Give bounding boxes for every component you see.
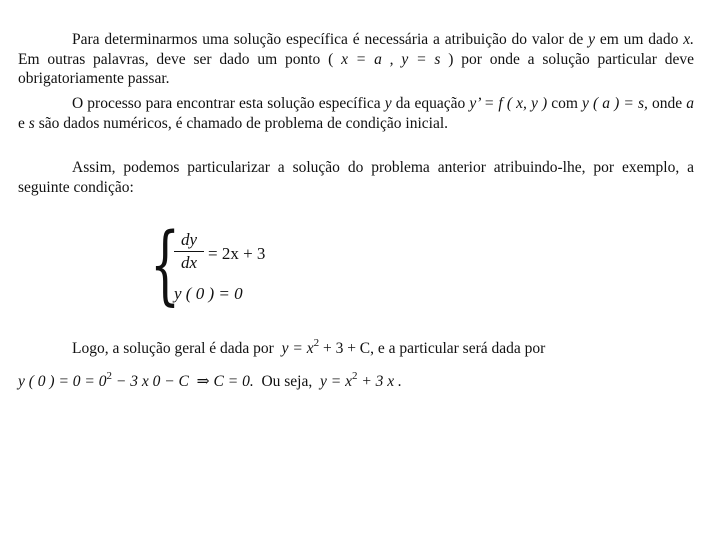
particular-solution-rhs: + 3 x . xyxy=(361,373,402,390)
p1-text2: em um dado xyxy=(599,31,679,48)
p1-point: x = a , y = s xyxy=(341,50,441,68)
p2-text6: são dados numéricos, é chamado de problema de condição inicial. xyxy=(38,114,448,132)
p1-var-x: x. xyxy=(683,31,695,48)
paragraph-initial-value-problem xyxy=(18,94,694,133)
p1-text4: ) por onde a solução particular deve obrigatoriamente passar. xyxy=(18,50,694,87)
p2-var-y: y xyxy=(384,95,392,112)
derivative-fraction xyxy=(174,230,204,273)
calc-exponent: 2 xyxy=(106,370,112,382)
paragraph-particular-solution xyxy=(18,30,694,89)
p1-text: Para determinarmos uma solução específica é necessária a atribuição do valor de xyxy=(72,31,584,48)
conclusion-text2: e a particular será dada por xyxy=(377,340,546,357)
p2-text4: onde xyxy=(652,95,683,112)
general-solution-lhs: y = x xyxy=(281,340,314,357)
general-solution-exponent: 2 xyxy=(313,337,320,349)
general-solution-rhs: + 3 + C, xyxy=(322,340,375,357)
p1-var-y: y xyxy=(588,31,595,48)
ode-rhs: = 2x + 3 xyxy=(208,244,266,263)
particular-solution-exponent: 2 xyxy=(351,370,358,382)
conclusion-text3: Ou seja, xyxy=(261,373,313,390)
p2-condition: y ( a ) = s, xyxy=(582,95,648,112)
fraction-bar xyxy=(174,251,204,252)
initial-condition: y ( 0 ) = 0 xyxy=(174,284,243,303)
p3-text: Assim, podemos particularizar a solução do problema anterior atribuindo-lhe, por exemplo, a seguinte condição: xyxy=(18,159,694,196)
paragraph-example xyxy=(18,158,694,197)
general-solution-line xyxy=(72,337,545,358)
p2-text5: e xyxy=(18,114,25,132)
fraction-denominator: dx xyxy=(180,253,198,272)
ode-system xyxy=(150,215,330,315)
p2-text: O processo para encontrar esta solução específica xyxy=(72,95,381,112)
calc-rhs: − 3 x 0 − C xyxy=(115,373,189,390)
p2-text3: com xyxy=(551,95,578,112)
calc-lhs: y ( 0 ) = 0 = 0 xyxy=(18,373,107,390)
conclusion-text: Logo, a solução geral é dada por xyxy=(72,340,274,357)
p1-text3: Em outras palavras, deve ser dado um ponto ( xyxy=(18,50,334,68)
system-brace: { xyxy=(150,215,181,315)
particular-solution-lhs: y = x xyxy=(320,373,352,390)
p2-equation: y’ = f ( x, y ) xyxy=(469,95,548,112)
p2-var-a: a xyxy=(686,95,694,112)
implies-symbol: ⇒ xyxy=(196,373,210,390)
p2-var-s: s xyxy=(28,114,35,132)
p2-text2: da equação xyxy=(395,95,466,112)
fraction-numerator: dy xyxy=(180,230,198,249)
calc-result: C = 0. xyxy=(213,373,254,390)
particular-solution-line xyxy=(18,370,402,391)
